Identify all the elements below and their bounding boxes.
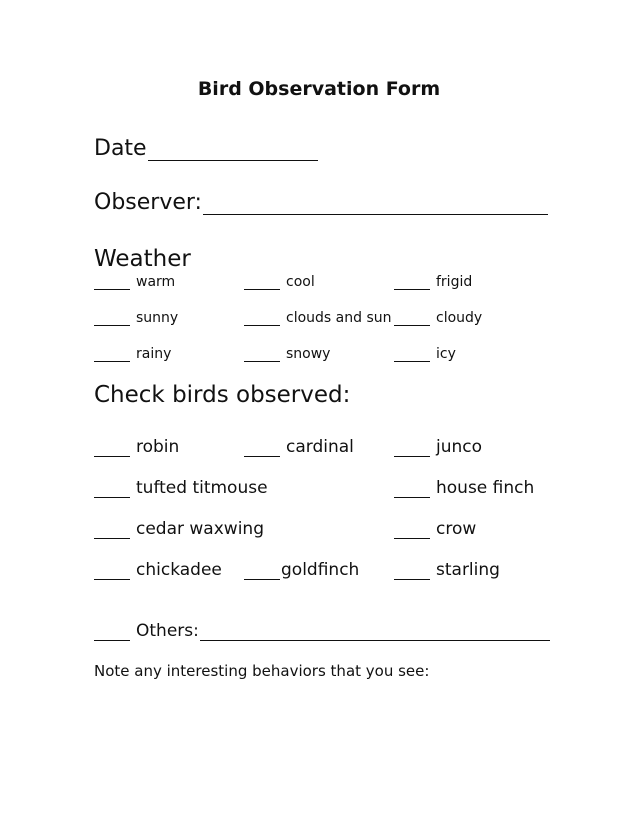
check-blank[interactable] bbox=[94, 565, 130, 580]
option-label: frigid bbox=[436, 274, 473, 290]
observer-label: Observer: bbox=[94, 190, 202, 215]
check-blank[interactable] bbox=[244, 565, 280, 580]
weather-option[interactable] bbox=[94, 346, 171, 362]
check-blank[interactable] bbox=[394, 277, 430, 290]
date-field bbox=[94, 136, 318, 161]
check-blank[interactable] bbox=[394, 349, 430, 362]
bird-option[interactable] bbox=[394, 437, 482, 457]
option-label: crow bbox=[436, 519, 477, 539]
others-field bbox=[94, 621, 550, 641]
observer-field bbox=[94, 190, 548, 215]
option-label: rainy bbox=[136, 346, 172, 362]
date-label: Date bbox=[94, 136, 147, 161]
weather-option[interactable] bbox=[394, 274, 472, 290]
form-title: Bird Observation Form bbox=[197, 78, 441, 100]
check-blank[interactable] bbox=[94, 349, 130, 362]
bird-option[interactable] bbox=[94, 478, 268, 498]
option-label: snowy bbox=[286, 346, 331, 362]
check-blank[interactable] bbox=[394, 442, 430, 457]
check-blank[interactable] bbox=[244, 349, 280, 362]
weather-option[interactable] bbox=[394, 310, 482, 326]
bird-option[interactable] bbox=[394, 519, 476, 539]
bird-option[interactable] bbox=[244, 437, 354, 457]
bird-option[interactable] bbox=[94, 519, 264, 539]
option-label: junco bbox=[436, 437, 483, 457]
bird-option[interactable] bbox=[94, 560, 222, 580]
option-label: clouds and sun bbox=[286, 310, 392, 326]
weather-option[interactable] bbox=[244, 346, 330, 362]
option-label: cool bbox=[286, 274, 315, 290]
check-blank[interactable] bbox=[394, 313, 430, 326]
bird-option[interactable] bbox=[244, 560, 359, 580]
weather-heading: Weather bbox=[94, 246, 191, 272]
weather-option[interactable] bbox=[244, 310, 392, 326]
option-label: cardinal bbox=[286, 437, 354, 457]
weather-option[interactable] bbox=[94, 274, 175, 290]
option-label: warm bbox=[136, 274, 176, 290]
option-label: icy bbox=[436, 346, 456, 362]
bird-option[interactable] bbox=[394, 560, 500, 580]
check-blank[interactable] bbox=[94, 313, 130, 326]
check-blank[interactable] bbox=[244, 277, 280, 290]
behavior-note: Note any interesting behaviors that you see: bbox=[94, 662, 430, 680]
birds-heading: Check birds observed: bbox=[94, 382, 351, 408]
check-blank[interactable] bbox=[244, 442, 280, 457]
check-blank[interactable] bbox=[94, 626, 130, 641]
option-label: robin bbox=[136, 437, 180, 457]
check-blank[interactable] bbox=[94, 277, 130, 290]
option-label: starling bbox=[436, 560, 500, 580]
check-blank[interactable] bbox=[94, 524, 130, 539]
bird-option[interactable] bbox=[394, 478, 534, 498]
check-blank[interactable] bbox=[94, 483, 130, 498]
check-blank[interactable] bbox=[94, 442, 130, 457]
option-label: sunny bbox=[136, 310, 179, 326]
others-label: Others: bbox=[136, 621, 199, 641]
others-blank[interactable] bbox=[200, 626, 550, 641]
bird-option[interactable] bbox=[94, 437, 179, 457]
observer-blank[interactable] bbox=[203, 192, 548, 215]
weather-option[interactable] bbox=[394, 346, 456, 362]
option-label: goldfinch bbox=[281, 560, 360, 580]
date-blank[interactable] bbox=[148, 138, 318, 161]
check-blank[interactable] bbox=[394, 524, 430, 539]
weather-option[interactable] bbox=[244, 274, 315, 290]
option-label: tufted titmouse bbox=[136, 478, 268, 498]
option-label: house finch bbox=[436, 478, 535, 498]
check-blank[interactable] bbox=[394, 565, 430, 580]
option-label: cloudy bbox=[436, 310, 483, 326]
check-blank[interactable] bbox=[394, 483, 430, 498]
weather-option[interactable] bbox=[94, 310, 178, 326]
check-blank[interactable] bbox=[244, 313, 280, 326]
option-label: cedar waxwing bbox=[136, 519, 264, 539]
option-label: chickadee bbox=[136, 560, 222, 580]
